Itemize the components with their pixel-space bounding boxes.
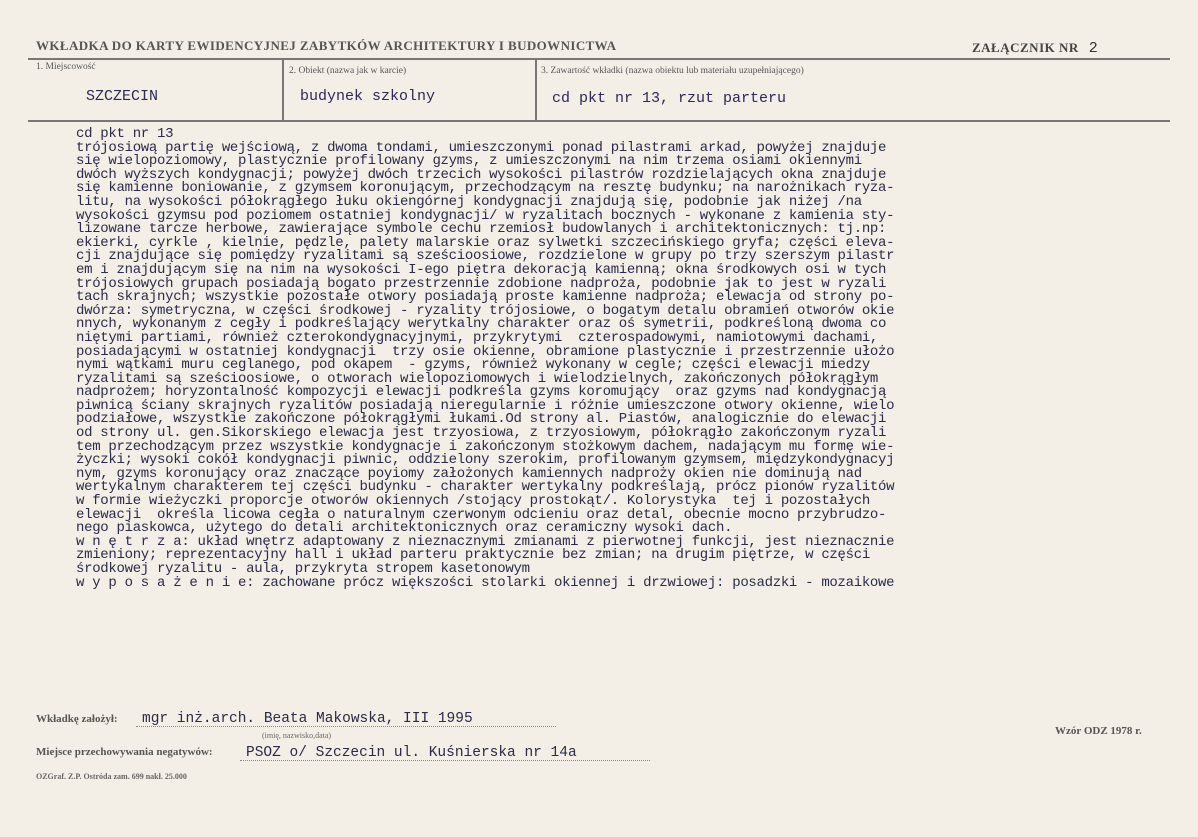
description-line: piwnicą ściany skrajnych ryzalitów posiadają nieregularnie i różnie umieszczone otwory okienne, wielo [76, 397, 895, 414]
annex-label [972, 40, 1098, 57]
field-place-value: SZCZECIN [86, 88, 159, 105]
description-line: lizowane tarcze herbowe, zawierające symbole cechu rzemiosł budowlanych i architektonicznych: tj.np: [76, 221, 887, 238]
annex-label-text: ZAŁĄCZNIK NR [972, 40, 1079, 55]
description-line: em i znajdującym się na nim na wysokości I-ego piętra dekoracją kamienną; okna środkowych osi w tych [76, 261, 887, 278]
description-line: dwórza: symetryczna, w części środkowej - ryzality trójosiowe, o bogatym detalu obramień otworów okie [76, 302, 895, 319]
description-line: litu, na wysokości półokrągłego łuku okiengórnej kondygnacji znajdują się, podobnie jak niżej /na [76, 193, 862, 210]
field-divider-2 [535, 58, 537, 120]
description-line: tach skrajnych; wszystkie pozostałe otwory posiadają proste kamienne nadproża; elewacja od strony po- [76, 289, 895, 306]
description-line: w y p o s a ż e n i e: zachowane prócz większości stolarki okiennej i drzwiowej: posadzki - mozaikowe [76, 574, 895, 591]
description-text [76, 128, 1136, 590]
description-line: w n ę t r z a: układ wnętrz adaptowany z nieznacznymi zmianami z pierwotnej funkcji, jest nieznacznie [76, 533, 895, 550]
description-line: w formie wieżyczki proporcje otworów okiennych /stojący prostokąt/. Kolorystyka tej i pozostałych [76, 493, 870, 510]
field-place-label: 1. Miejscowość [36, 62, 96, 72]
description-line: od strony ul. gen.Sikorskiego elewacja jest trzyosiowa, z trzyosiowym, półokrągło zakończonym ryzali [76, 425, 887, 442]
description-line: środkowej ryzalitu - aula, przykryta stropem kasetonowym [76, 561, 530, 577]
description-line: trójosiowych grupach posiadają bogato przestrzennie zdobione nadproża, podobnie jak to jest w ryzali [76, 275, 887, 292]
field-object-value: budynek szkolny [300, 88, 436, 105]
description-line: cji znajdujące się pomiędzy ryzalitami są sześcioosiowe, rozdzielone w grupy po trzy szerszym pilastr [76, 248, 895, 265]
description-line: nnych, wykonanym z cegły i podkreślający werytkalny charakter oraz oś symetrii, podkreśloną dwoma co [76, 316, 887, 333]
field-contents-label: 3. Zawartość wkładki (nazwa obiektu lub materiału uzupełniającego) [541, 66, 804, 76]
description-line: elewacji określa licowa cegła o naturalnym czerwonym odcieniu oraz detal, obecnie mocno przybrudzo- [76, 506, 887, 523]
description-line: się kamienne boniowanie, z gzymsem koronującym, przechodzącym na resztę budynku; na narożnikach ryza- [76, 180, 895, 197]
description-line: wysokości gzymsu pod poziomem ostatniej kondygnacji/ w ryzalitach bocznych - wykonane z kamienia sty- [76, 207, 895, 224]
description-line: zmieniony; reprezentacyjny hall i układ parteru praktycznie bez zmian; na drugim piętrze, w części [76, 547, 870, 564]
author-label: Wkładkę założył: [36, 713, 118, 725]
field-object-label: 2. Obiekt (nazwa jak w karcie) [289, 66, 407, 76]
description-line: trójosiową partię wejściową, z dwoma tondami, umieszczonymi ponad pilastrami arkad, powyżej znajduje [76, 139, 887, 156]
printer-info: OZGraf. Z.P. Ostróda zam. 699 nakł. 25.000 [36, 772, 187, 781]
description-line: nego piaskowca, użytego do detali architektonicznych oraz ceramiczny wysoki dach. [76, 520, 733, 537]
field-contents-value: cd pkt nr 13, rzut parteru [552, 90, 787, 107]
description-line: niętymi partiami, również czterokondygnacyjnymi, przykrytymi czterospadowymi, namiotowymi dachami, [76, 329, 879, 346]
form-model-label: Wzór ODZ 1978 r. [1055, 725, 1142, 737]
author-value: mgr inż.arch. Beata Makowska, III 1995 [142, 711, 473, 727]
description-line: się wielopoziomowy, plastycznie profilowany gzyms, z umieszczonymi na nim trzema osiami okiennymi [76, 153, 862, 170]
header-rule [28, 58, 1170, 60]
storage-label: Miejsce przechowywania negatywów: [36, 746, 213, 758]
form-title: WKŁADKA DO KARTY EWIDENCYJNEJ ZABYTKÓW ARCHITEKTURY I BUDOWNICTWA [36, 38, 617, 53]
author-hint: (imię, nazwisko,data) [262, 731, 332, 740]
description-line: podziałowe, wszystkie zakończone półokrągłymi łukami.Od strony al. Piastów, analogicznie do elewacji [76, 411, 887, 428]
description-line: życzki; wysoki cokół kondygnacji piwnic, oddzielony szerokim, profilowanym gzymsem, międzykondygnacyj [76, 452, 895, 469]
storage-value: PSOZ o/ Szczecin ul. Kuśnierska nr 14a [246, 745, 577, 761]
description-line: posiadającymi w ostatniej kondygnacji trzy osie okienne, obramione plastycznie i przestrzennie ułożo [76, 343, 895, 360]
description-line: nym, gzyms koronujący oraz znaczące poyiomy założonych kamiennych nadproży okien nie dominują nad [76, 465, 862, 482]
description-line: tem przechodzącym przez wszystkie kondygnacje i zakończonym stożkowym dachem, nadającym mu formę wie- [76, 438, 895, 455]
annex-number: 2 [1088, 40, 1099, 57]
fields-bottom-rule [28, 120, 1170, 122]
field-divider-1 [282, 58, 284, 120]
description-line: nymi wątkami muru ceglanego, pod okapem - gzyms, również wykonany w cegle; części elewacji miedzy [76, 357, 870, 374]
description-line: cd pkt nr 13 [76, 126, 174, 142]
description-line: ryzalitami są sześcioosiowe, o otworach wielopoziomowych i wielodzielnych, zakończonych półokrągłym [76, 370, 879, 387]
description-line: ekierki, cyrkle , kielnie, pędzle, palety malarskie oraz sylwetki szczecińskiego gryfa; części eleva- [76, 234, 895, 251]
description-line: dwóch wyższych kondygnacji; powyżej dwóch trzecich wysokości pilastrów rozdzielających okna znajduje [76, 166, 887, 183]
description-line: nadprożem; horyzontalność kompozycji elewacji podkreśla gzyms koromujący oraz gzyms nad kondygnacją [76, 384, 887, 401]
description-line: wertykalnym charakterem tej części budynku - charakter wertykalny podkreślają, prócz pionów ryzalitów [76, 479, 895, 496]
